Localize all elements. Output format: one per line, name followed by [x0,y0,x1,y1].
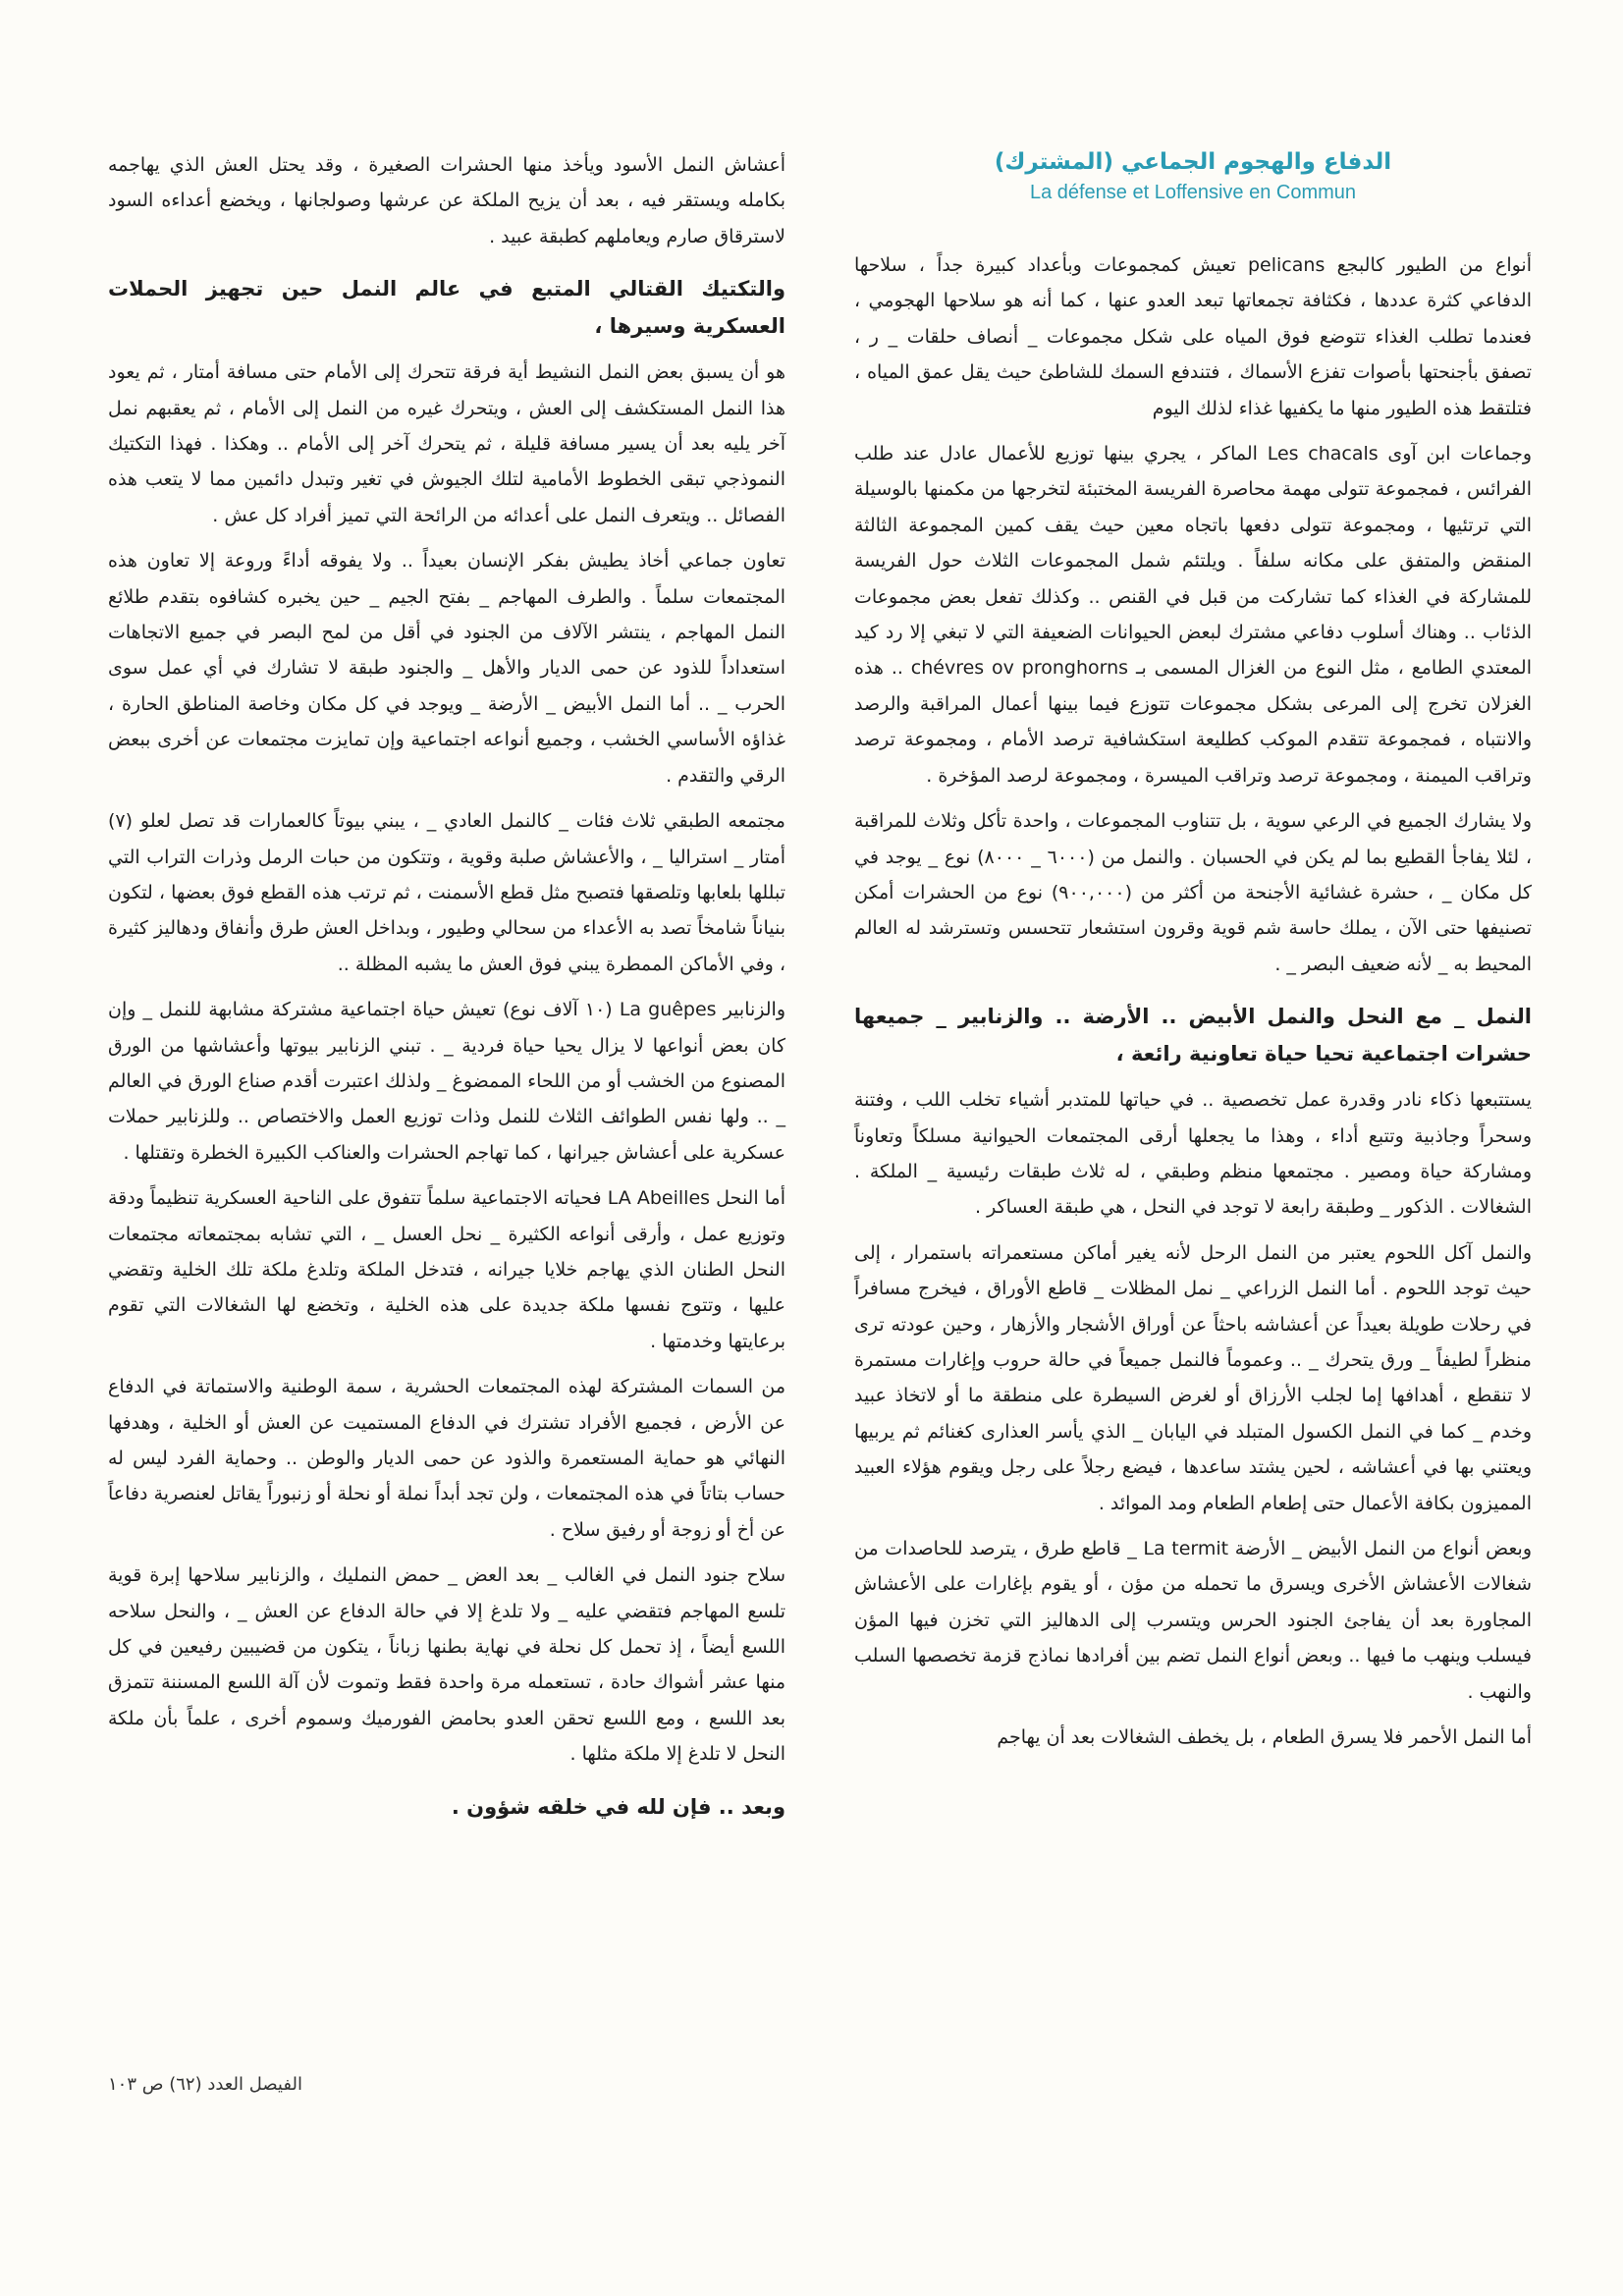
paragraph: مجتمعه الطبقي ثلاث فئات _ كالنمل العادي _ ، يبني بيوتاً كالعمارات قد تصل لعلو (٧) أمتار _ استراليا _ ، والأعشاش صلبة وقوية ، وتتكون من حبات الرمل وذرات التراب التي تبللها بلعابها وتلصقها فتصبح مثل قطع الأسمنت ، ثم ترتب هذه القطع فوق بعضها ، لتكون بنياناً شامخاً تصد به الأعداء من سحالي وطيور ، وبداخل العش طرق وأنفاق ودهاليز كثيرة ، وفي الأماكن الممطرة يبني فوق العش ما يشبه المظلة .. [108,810,785,975]
left-column [108,147,785,1835]
paragraph: سلاح جنود النمل في الغالب _ بعد العض _ حمض النمليك ، والزنابير سلاحها إبرة قوية تلسع المهاجم فتقضي عليه _ ولا تلدغ إلا في حالة الدفاع عن العش _ ، والنحل سلاحه اللسع أيضاً ، إذ تحمل كل نحلة في نهاية بطنها زباناً ، يتكون من قضيبين رفيعين في كل منها عشر أشواك حادة ، تستعمله مرة واحدة فقط وتموت لأن آلة اللسع المسننة تتمزق بعد اللسع ، ومع اللسع تحقن العدو بحامض الفورميك وسموم أخرى ، علماً بأن ملكة النحل لا تلدغ إلا ملكة مثلها . [108,1564,785,1766]
heading-arabic: الدفاع والهجوم الجماعي (المشترك) [994,149,1392,175]
paragraph: من السمات المشتركة لهذه المجتمعات الحشرية ، سمة الوطنية والاستماتة في الدفاع عن الأرض ، فجميع الأفراد تشترك في الدفاع المستميت عن العش أو الخلية ، وهدفها النهائي هو حماية المستعمرة والذود عن حمى الديار والوطن .. وحماية الفرد ليس له حساب بتاتاً في هذه المجتمعات ، ولن تجد أبداً نملة أو نحلة أو زنبوراً يقاتل لعنصرية دفاعاً عن أخ أو زوجة أو رفيق سلاح . [108,1376,785,1541]
left-column-body [108,147,785,1826]
paragraph: وجماعات ابن آوى Les chacals الماكر ، يجري بينها توزيع للأعمال عادل عند طلب الفرائس ، فمجموعة تتولى مهمة محاصرة الفريسة المختبئة لتخرجها من مكمنها بالوسيلة التي ترتئيها ، ومجموعة تتولى دفعها باتجاه معين حيث يقف كمين المجموعة الثالثة المنقض والمتفق على مكانه سلفاً . ويلتئم شمل المجموعات الثلاث حول الفريسة للمشاركة في الغذاء كما تشاركت من قبل في القنص .. وكذلك تفعل بعض مجموعات الذئاب .. وهناك أسلوب دفاعي مشترك لبعض الحيوانات الضعيفة التي لا تبغي إلا رد كيد المعتدي الطامع ، مثل النوع من الغزال المسمى بـ chévres ov pronghorns .. هذه الغزلان تخرج إلى المرعى بشكل مجموعات تتوزع فيما بينها أعمال المراقبة والرصد والانتباه ، فمجموعة تتقدم الموكب كطليعة استكشافية ترصد الأمام ، ومجموعة ترصد وتراقب الميمنة ، ومجموعة ترصد وتراقب الميسرة ، ومجموعة لرصد المؤخرة . [854,443,1532,787]
subheading: النمل _ مع النحل والنمل الأبيض .. الأرضة .. والزنابير _ جميعها حشرات اجتماعية تحيا حياة تعاونية رائعة ، [854,1005,1532,1066]
paragraph: هو أن يسبق بعض النمل النشيط أية فرقة تتحرك إلى الأمام حتى مسافة أمتار ، ثم يعود هذا النمل المستكشف إلى العش ، ويتحرك غيره من النمل إلى الأمام ، ثم يعقبهم نمل آخر يليه بعد أن يسير مسافة قليلة ، ثم يتحرك آخر إلى الأمام .. وهكذا . فهذا التكتيك النموذجي تبقى الخطوط الأمامية لتلك الجيوش في تغير وتبدل دائمين مما لا يتعب هذه الفصائل .. ويتعرف النمل على أعدائه من الرائحة التي تميز أفراد كل عش . [108,361,785,526]
paragraph: ولا يشارك الجميع في الرعي سوية ، بل تتناوب المجموعات ، واحدة تأكل وثلاث للمراقبة ، لئلا يفاجأ القطيع بما لم يكن في الحسبان . والنمل من (٦٠٠٠ _ ٨٠٠٠) نوع _ يوجد في كل مكان _ ، حشرة غشائية الأجنحة من أكثر من (٩٠٠,٠٠٠) نوع من الحشرات أمكن تصنيفها حتى الآن ، يملك حاسة شم قوية وقرون استشعار تتحسس وتسترشد له العالم المحيط به _ لأنه ضعيف البصر _ . [854,810,1532,975]
page-footer: الفيصل العدد (٦٢) ص ١٠٣ [108,2074,302,2095]
paragraph: أما النمل الأحمر فلا يسرق الطعام ، بل يخطف الشغالات بعد أن يهاجم [997,1726,1532,1749]
paragraph: أنواع من الطيور كالبجع pelicans تعيش كمجموعات وبأعداد كبيرة جداً ، سلاحها الدفاعي كثرة عددها ، فكثافة تجمعاتها تبعد العدو عنها ، كما أنه هو سلاحها الهجومي ، فعندما تطلب الغذاء تتوضع فوق المياه على شكل مجموعات _ أنصاف حلقات _ ر ، تصفق بأجنحتها بأصوات تفزع الأسماك ، فتندفع السمك للشاطئ حيث يقل عمق المياه ، فتلتقط هذه الطيور منها ما يكفيها غذاء لذلك اليوم [854,254,1532,419]
paragraph: أعشاش النمل الأسود ويأخذ منها الحشرات الصغيرة ، وقد يحتل العش الذي يهاجمه بكامله ويستقر فيه ، بعد أن يزيح الملكة عن عرشها وصولجانها ، ويخضع أعداءه السود لاسترقاق صارم ويعاملهم كطبقة عبيد . [108,154,785,247]
paragraph: وبعض أنواع من النمل الأبيض _ الأرضة La termit _ قاطع طرق ، يترصد للحاصدات من شغالات الأعشاش الأخرى ويسرق ما تحمله من مؤن ، أو يقوم بإغارات على الأعشاش المجاورة بعد أن يفاجئ الجنود الحرس ويتسرب إلى الدهاليز التي تخزن فيها المؤن فيسلب وينهب ما فيها .. وبعض أنواع النمل تضم بين أفرادها نماذج قزمة تخصصها السلب والنهب . [854,1538,1532,1703]
section-heading [854,147,1532,208]
subheading: والتكتيك القتالي المتبع في عالم النمل حين تجهيز الحملات العسكرية وسيرها ، [108,277,785,339]
heading-french: La défense et Loffensive en Commun [1029,182,1357,203]
paragraph: تعاون جماعي أخاذ يطيش بفكر الإنسان بعيداً .. ولا يفوقه أداءً وروعة إلا تعاون هذه المجتمعات سلماً . والطرف المهاجم _ بفتح الجيم _ حين يخبره كشافوه بتقدم طلائع النمل المهاجم ، ينتشر الآلاف من الجنود في أقل من لمح البصر في جميع الاتجاهات استعداداً للذود عن حمى الديار والأهل _ والجنود طبقة لا تشارك في أي عمل سوى الحرب _ .. أما النمل الأبيض _ الأرضة _ ويوجد في كل مكان وخاصة المناطق الحارة ، غذاؤه الأساسي الخشب ، وجميع أنواعه اجتماعية وإن تمايزت مجتمعات عن أخرى ببعض الرقي والتقدم . [108,550,785,787]
right-column [854,147,1532,1765]
subheading: وبعد .. فإن لله في خلقه شؤون . [451,1794,785,1819]
paragraph: أما النحل LA Abeilles فحياته الاجتماعية سلماً تتفوق على الناحية العسكرية تنظيماً ودقة وتوزيع عمل ، وأرقى أنواعه الكثيرة _ نحل العسل _ ، التي تشابه بمجتمعاته مجتمعات النحل الطنان الذي يهاجم خلايا جيرانه ، فتدخل الملكة وتلدغ ملكة تلك الخلية وتقضي عليها ، وتتوج نفسها ملكة جديدة على هذه الخلية ، وتخضع لها الشغالات التي تقوم برعايتها وخدمتها . [108,1187,785,1352]
right-column-body [854,247,1532,1755]
paragraph: والنمل آكل اللحوم يعتبر من النمل الرحل لأنه يغير أماكن مستعمراته باستمرار ، إلى حيث توجد اللحوم . أما النمل الزراعي _ نمل المظلات _ قاطع الأوراق ، فيخرج مسافراً في رحلات طويلة بعيداً عن أعشاشه باحثاً عن أوراق الأشجار والأزهار ، وحين عودته ترى منظراً لطيفاً _ ورق يتحرك _ .. وعموماً فالنمل جميعاً في حالة حروب وإغارات مستمرة لا تنقطع ، أهدافها إما لجلب الأرزاق أو لغرض السيطرة على منطقة ما أو لاتخاذ عبيد وخدم _ كما في النمل الكسول المتبلد في اليابان _ الذي يأسر العذارى كغنائم ثم يربيها ويعتني بها في أعشاشه ، لحين يشتد ساعدها ، فيضع رجلاً على رجل ويقوم هؤلاء العبيد المميزون بكافة الأعمال حتى إطعام الطعام ومد الموائد . [854,1241,1532,1514]
paragraph: والزنابير La guêpes (١٠ آلاف نوع) تعيش حياة اجتماعية مشتركة مشابهة للنمل _ وإن كان بعض أنواعها لا يزال يحيا حياة فردية _ . تبني الزنابير بيوتها وأعشاشها من الورق المصنوع من الخشب أو من اللحاء الممضوغ _ ولذلك اعتبرت أقدم صناع الورق في العالم _ .. ولها نفس الطوائف الثلاث للنمل وذات توزيع العمل والاختصاص .. وللزنابير حملات عسكرية على أعشاش جيرانها ، كما تهاجم الحشرات والعناكب الكبيرة الخطرة وتقتلها . [108,999,785,1164]
paragraph: يستتبعها ذكاء نادر وقدرة عمل تخصصية .. في حياتها للمتدبر أشياء تخلب اللب ، وفتنة وسحراً وجاذبية وتتبع أداء ، وهذا ما يجعلها أرقى المجتمعات الحيوانية مسلكاً وتعاوناً ومشاركة حياة ومصير . مجتمعها منظم وطبقي ، له ثلاث طبقات رئيسية _ الملكة . الشغالات . الذكور _ وطبقة رابعة لا توجد في النحل ، هي طبقة العساكر . [854,1089,1532,1219]
